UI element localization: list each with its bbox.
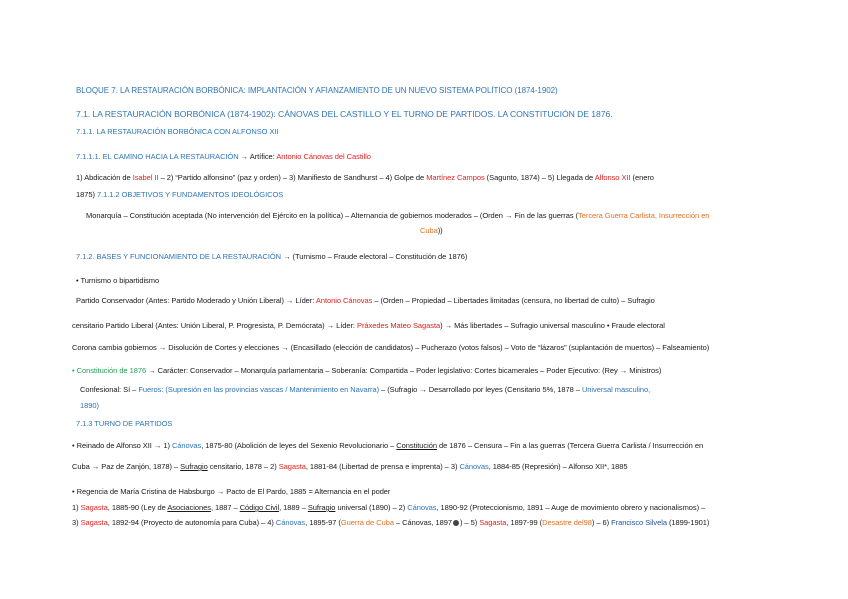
asociaciones-underlined: Asociaciones <box>167 503 211 512</box>
regencia-text: , 1890-92 (Proteccionismo, 1891 – Auge de movimiento obrero y nacionalismos) – <box>436 503 706 512</box>
constitucion-1876-line <box>72 366 661 376</box>
regencia-text: , 1892-94 (Proyecto de autonomía para Cuba) – 4) <box>107 518 276 527</box>
martinez-campos: Martínez Campos <box>426 173 485 182</box>
artifice-name: Antonio Cánovas del Castillo <box>276 152 371 161</box>
sufragio-underlined: Sufragio <box>180 462 208 471</box>
universal-masculino-text: Universal masculino, <box>581 385 651 394</box>
partido-liberal-line <box>72 321 665 331</box>
reinado-text: , 1875-80 (Abolición de leyes del Sexenio Revolucionario – <box>201 441 397 450</box>
bases-summary: → (Turnismo – Fraude electoral – Constitución de 1876) <box>281 252 468 261</box>
turnismo-bullet: • Turnismo o bipartidismo <box>76 276 160 285</box>
camino-steps-line-2 <box>76 190 283 200</box>
canovas-name: Cánovas <box>459 462 489 471</box>
confesional-line <box>80 385 650 395</box>
praxedes-sagasta: Práxedes Mateo Sagasta <box>357 321 441 330</box>
regencia-text: , 1889 – <box>279 503 308 512</box>
objetivos-line-2 <box>420 226 443 236</box>
regencia-text: , 1895-97 ( <box>305 518 341 527</box>
section-7-1-1-title: 7.1.1. LA RESTAURACIÓN BORBÓNICA CON ALFONSO XII <box>76 127 279 136</box>
regencia-text: , 1885-90 (Ley de <box>107 503 168 512</box>
constitucion-underlined: Constitución <box>396 441 437 450</box>
guerra-de-cuba: Guerra de Cuba <box>340 518 394 527</box>
francisco-silvela: Francisco Silvela <box>611 518 667 527</box>
section-7-1-2-heading <box>76 252 467 262</box>
liberal-text: ) → Más libertades – Sufragio universal masculino • Fraude electoral <box>440 321 665 330</box>
section-7-1-1-1-heading <box>76 152 371 162</box>
canovas-name: Cánovas <box>407 503 437 512</box>
camino-text: (Sagunto, 1874) – 5) Llegada de <box>484 173 595 182</box>
reinado-text: de 1876 – Censura – Fin a las guerras (Tercera Guerra Carlista / Insurrección en <box>436 441 704 450</box>
sufragio-text: – (Sufragio → Desarrollado por leyes (Censitario 5%, 1878 – <box>379 385 582 394</box>
regencia-text: ) – 6) <box>591 518 612 527</box>
reinado-text: , 1881-84 (Libertad de prensa e imprenta) – 3) <box>305 462 460 471</box>
partido-conservador-line <box>76 296 655 306</box>
regencia-line-2 <box>72 518 709 528</box>
sagasta-name: Sagasta <box>479 518 507 527</box>
reinado-text: , 1884-85 (Represión) – Alfonso XII*, 1885 <box>488 462 628 471</box>
confesional-text: Confesional: Sí – <box>80 385 139 394</box>
regencia-text: universal (1890) – 2) <box>335 503 408 512</box>
sagasta-name: Sagasta <box>278 462 306 471</box>
regencia-text: 1) <box>72 503 81 512</box>
antonio-canovas: Antonio Cánovas <box>315 296 373 305</box>
reinado-text: censitario, 1878 – 2) <box>207 462 279 471</box>
isabel-ii: Isabel II <box>132 173 159 182</box>
section-7-1-title: 7.1. LA RESTAURACIÓN BORBÓNICA (1874-1902): CÁNOVAS DEL CASTILLO Y EL TURNO DE PARTIDOS. LA CONSTITUCIÓN DE 1876. <box>76 109 613 119</box>
section-7-1-1-2-heading: 7.1.1.2 OBJETIVOS Y FUNDAMENTOS IDEOLÓGICOS <box>94 190 284 199</box>
objetivos-close: )) <box>437 226 443 235</box>
camino-text: 1875) <box>76 190 95 199</box>
desastre-del-98: Desastre del98 <box>542 518 592 527</box>
camino-text: – 2) “Partido alfonsino” (paz y orden) – 3) Manifiesto de Sandhurst – 4) Golpe de <box>158 173 427 182</box>
regencia-text: (1899-1901) <box>666 518 710 527</box>
regencia-text: 3) <box>72 518 81 527</box>
confesional-line-2 <box>80 401 99 411</box>
sagasta-name: Sagasta <box>80 503 108 512</box>
reinado-line-1 <box>72 441 703 451</box>
alfonso-xii: Alfonso XII <box>594 173 631 182</box>
regencia-text: ) – 5) <box>459 518 480 527</box>
regencia-text: , 1887 – <box>210 503 240 512</box>
objetivos-text: Monarquía – Constitución aceptada (No intervención del Ejército en la política) – Alternancia de gobiernos moderados – (Orden → Fin de las guerras ( <box>86 211 579 220</box>
cuba-text: Cuba <box>420 226 438 235</box>
guerras-text: Tercera Guerra Carlista, Insurrección en <box>578 211 710 220</box>
camino-heading-text: 7.1.1.1. EL CAMINO HACIA LA RESTAURACIÓN <box>76 152 239 161</box>
constitucion-label: • Constitución de 1876 <box>72 366 147 375</box>
regencia-bullet: • Regencia de María Cristina de Habsburgo → Pacto de El Pardo, 1885 = Alternancia en el poder <box>72 487 391 496</box>
reinado-text: • Reinado de Alfonso XII → 1) <box>72 441 172 450</box>
camino-heading-arrow: → Artífice: <box>238 152 277 161</box>
regencia-text: – Cánovas, 1897 <box>393 518 452 527</box>
fraude-electoral-line: Corona cambia gobiernos → Disolución de Cortes y elecciones → (Encasillado (elección de candidatos) – Pucherazo (votos falsos) – Voto de “lázaros” (suplantación de muertos) – Falseamiento) <box>72 343 710 352</box>
reinado-text: Cuba → Paz de Zanjón, 1878) – <box>72 462 181 471</box>
reinado-line-2 <box>72 462 628 472</box>
canovas-name: Cánovas <box>171 441 202 450</box>
regencia-line-1 <box>72 503 705 513</box>
camino-steps-line-1 <box>76 173 654 183</box>
camino-text: (enero <box>630 173 654 182</box>
conservador-text: Partido Conservador (Antes: Partido Moderado y Unión Liberal) → Líder: <box>76 296 316 305</box>
bases-heading: 7.1.2. BASES Y FUNCIONAMIENTO DE LA RESTAURACIÓN <box>76 252 282 261</box>
camino-text: 1) Abdicación de <box>76 173 133 182</box>
bloque-title: BLOQUE 7. LA RESTAURACIÓN BORBÓNICA: IMPLANTACIÓN Y AFIANZAMIENTO DE UN NUEVO SISTEMA POLÍTICO (1874-1902) <box>76 86 558 95</box>
sufragio-underlined: Sufragio <box>307 503 336 512</box>
regencia-text: , 1897-99 ( <box>506 518 543 527</box>
year-1890: 1890) <box>80 401 99 410</box>
canovas-name: Cánovas <box>275 518 306 527</box>
section-7-1-3-heading: 7.1.3 TURNO DE PARTIDOS <box>76 419 173 428</box>
sagasta-name: Sagasta <box>80 518 108 527</box>
liberal-text: censitario Partido Liberal (Antes: Unión Liberal, P. Progresista, P. Demócrata) → Líder: <box>72 321 357 330</box>
constitucion-text: → Carácter: Conservador – Monarquía parlamentaria – Soberanía: Compartida – Poder legislativo: Cortes bicamerales – Poder Ejecutivo: (Rey → Ministros) <box>146 366 662 375</box>
fueros-text: Fueros: (Supresión en las provincias vascas / Mantenimiento en Navarra) <box>138 385 380 394</box>
codigo-civil-underlined: Código Civil <box>239 503 280 512</box>
conservador-text: – (Orden – Propiedad – Libertades limitadas (censura, no libertad de culto) – Sufragio <box>372 296 655 305</box>
gun-icon <box>453 520 459 526</box>
objetivos-line-1 <box>86 211 709 221</box>
